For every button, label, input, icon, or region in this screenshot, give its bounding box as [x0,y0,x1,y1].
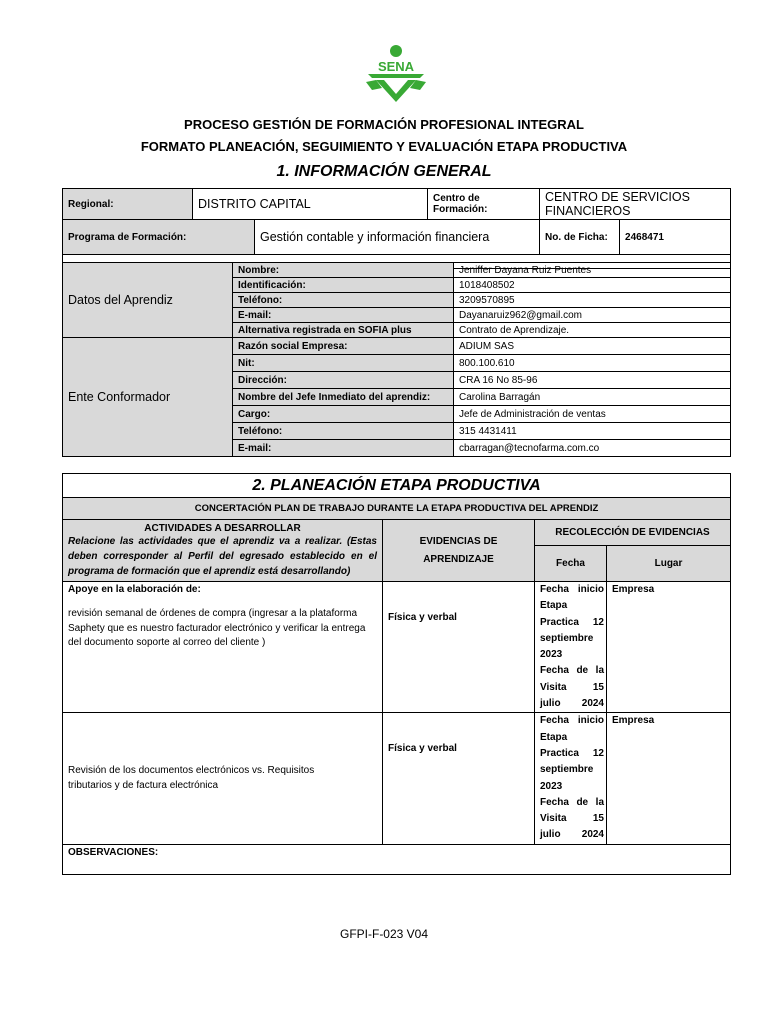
aprendiz-value: 3209570895 [454,293,731,308]
ente-label: Cargo: [233,406,454,423]
ente-label: Nombre del Jefe Inmediato del aprendiz: [233,389,454,406]
ente-label: Teléfono: [233,423,454,440]
fecha-line: Visita 15 [540,813,604,825]
fecha-header: Fecha [535,546,607,582]
fecha-line: 2023 [540,649,563,661]
fecha-line: Practica 12 [540,616,604,628]
fecha-line: septiembre [540,632,594,644]
regional-value: DISTRITO CAPITAL [193,189,428,220]
actividades-header [63,520,383,582]
activity-lugar: Empresa [607,713,731,844]
ente-value: 315 4431411 [454,423,731,440]
regional-label: Regional: [63,189,193,220]
evidencias-header: EVIDENCIAS DE APRENDIZAJE [383,520,535,582]
fecha-line: Fecha de la [540,665,604,677]
fecha-line: Fecha de la [540,796,604,808]
ficha-label: No. de Ficha: [540,220,620,255]
programa-label: Programa de Formación: [63,220,255,255]
aprendiz-value: Contrato de Aprendizaje. [454,323,731,338]
activity-lugar: Empresa [607,582,731,713]
ente-label: Dirección: [233,372,454,389]
centro-value: CENTRO DE SERVICIOS FINANCIEROS [540,189,731,220]
aprendiz-ente-table [62,262,731,457]
ente-value: CRA 16 No 85-96 [454,372,731,389]
aprendiz-title: Datos del Aprendiz [63,263,233,338]
format-title: FORMATO PLANEACIÓN, SEGUIMIENTO Y EVALUACIÓN ETAPA PRODUCTIVA [140,139,628,154]
activity-fecha [535,582,607,713]
aprendiz-label: E-mail: [233,308,454,323]
fecha-line: 2023 [540,780,563,792]
ente-label: E-mail: [233,440,454,457]
activity-fecha [535,713,607,844]
ente-value: Carolina Barragán [454,389,731,406]
fecha-line: Visita 15 [540,681,604,693]
observaciones: OBSERVACIONES: [63,844,731,874]
process-title: PROCESO GESTIÓN DE FORMACIÓN PROFESIONAL INTEGRAL [184,117,584,132]
activity-cell [63,582,383,713]
ente-title: Ente Conformador [63,338,233,457]
activity-description: Revisión de los documentos electrónicos vs. Requisitos tributarios y de factura electrónica [68,765,315,791]
fecha-line: Fecha inicio [540,584,604,595]
recoleccion-header: RECOLECCIÓN DE EVIDENCIAS [535,520,731,546]
form-code: GFPI-F-023 V04 [339,927,429,941]
fecha-line: Practica 12 [540,747,604,759]
section2-title: 2. PLANEACIÓN ETAPA PRODUCTIVA [63,474,731,498]
aprendiz-label: Alternativa registrada en SOFIA plus [233,323,454,338]
fecha-line: Fecha inicio [540,715,604,727]
section1-title: 1. INFORMACIÓN GENERAL [276,163,492,180]
lugar-header: Lugar [607,546,731,582]
ente-value: cbarragan@tecnofarma.com.co [454,440,731,457]
centro-label: Centro de Formación: [428,189,540,220]
ente-value: ADIUM SAS [454,338,731,355]
aprendiz-value: Jeniffer Dayana Ruiz Puentes [454,263,731,278]
fecha-line: septiembre [540,764,594,776]
sena-logo [362,44,430,104]
actividades-header-label: ACTIVIDADES A DESARROLLAR [144,523,301,534]
activity-cell [63,713,383,844]
aprendiz-label: Teléfono: [233,293,454,308]
general-info-table [62,188,731,269]
activity-title: Apoye en la elaboración de: [68,584,201,595]
activity-evidence: Física y verbal [383,713,535,844]
plan-subtitle: CONCERTACIÓN PLAN DE TRABAJO DURANTE LA ETAPA PRODUCTIVA DEL APRENDIZ [63,498,731,520]
logo-text: SENA [377,59,415,74]
ente-label: Nit: [233,355,454,372]
planeacion-table [62,473,731,875]
fecha-line: julio 2024 [540,698,604,710]
fecha-line: Etapa [540,600,568,612]
ente-value: 800.100.610 [454,355,731,372]
programa-value: Gestión contable y información financiera [255,220,540,255]
ente-value: Jefe de Administración de ventas [454,406,731,423]
aprendiz-value: 1018408502 [454,278,731,293]
aprendiz-label: Nombre: [233,263,454,278]
aprendiz-label: Identificación: [233,278,454,293]
activity-description: revisión semanal de órdenes de compra (ingresar a la plataforma Saphety que es nuestro facturador electrónico y verificar la entrega del documento soporte al correo del cliente ) [68,608,366,648]
actividades-note: Relacione las actividades que el aprendiz va a realizar. (Estas deben corresponder al Perfil del egresado establecido en el programa de formación que el aprendiz está desarrollando) [68,536,377,577]
ente-label: Razón social Empresa: [233,338,454,355]
fecha-line: Etapa [540,731,568,743]
ficha-value: 2468471 [620,220,731,255]
fecha-line: julio 2024 [540,829,604,841]
activity-evidence: Física y verbal [383,582,535,713]
aprendiz-value: Dayanaruiz962@gmail.com [454,308,731,323]
